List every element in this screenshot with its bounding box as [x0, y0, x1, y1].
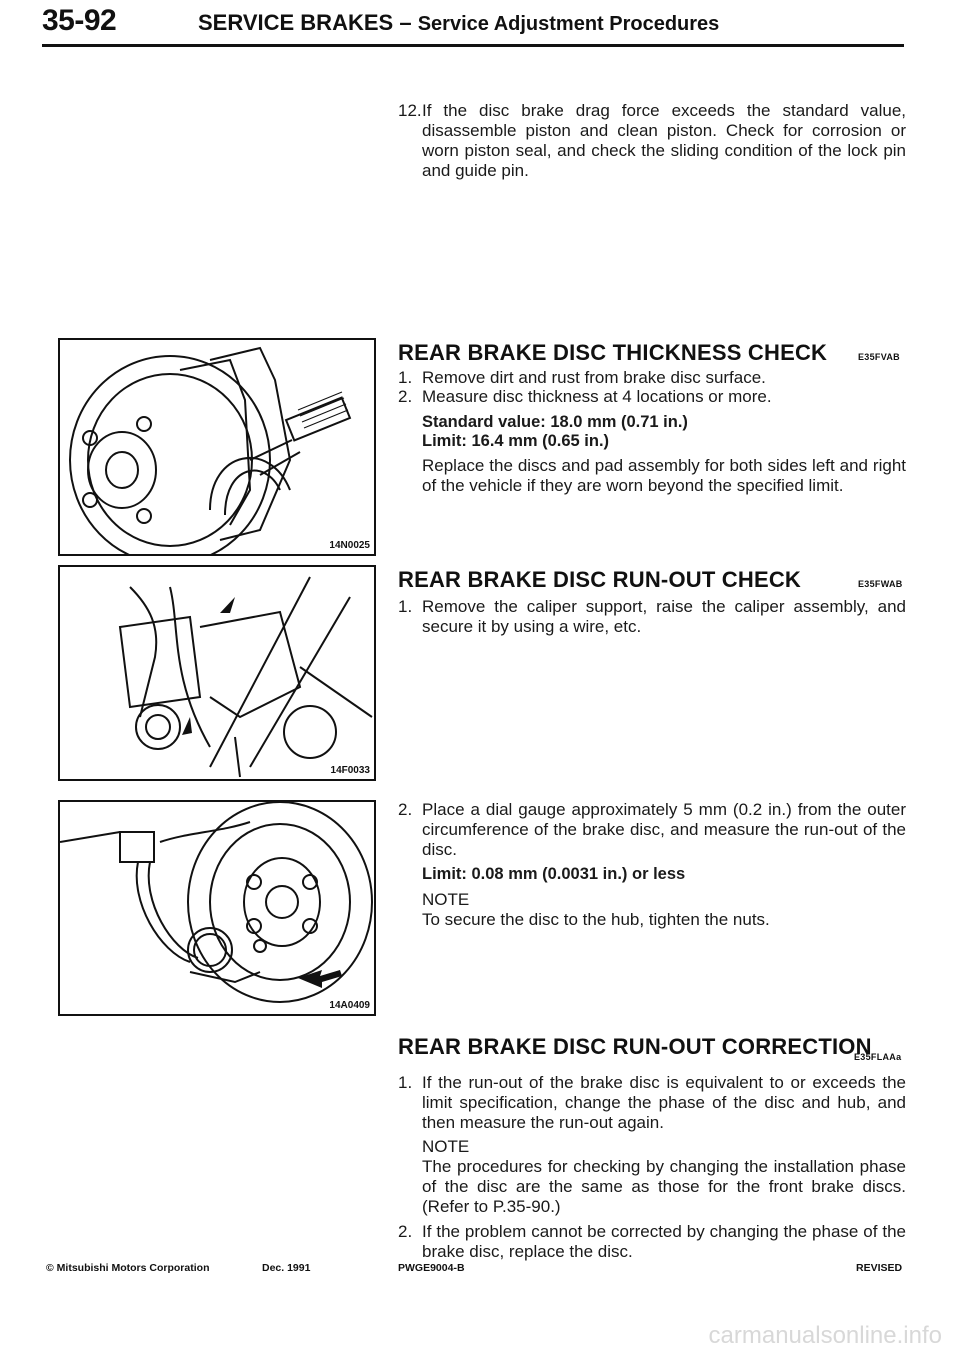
publication-date: Dec. 1991: [262, 1262, 311, 1274]
figure-dial-gauge: [58, 800, 376, 1016]
figure-disc-thickness: [58, 338, 376, 556]
correction-heading-row: [398, 1034, 908, 1060]
standard-value: Standard value: 18.0 mm (0.71 in.): [422, 413, 688, 431]
figure-caliper-removal: [58, 565, 376, 781]
note-text: The procedures for checking by changing the installation phase of the disc are the same as those for the front brake discs. (Refer to P.35-90.): [422, 1157, 906, 1216]
thickness-step-1: [398, 368, 906, 388]
caliper-illustration: [60, 567, 374, 779]
runout-limit: Limit: 0.08 mm (0.0031 in.) or less: [422, 865, 686, 883]
section-code: E35FLAAa: [854, 1052, 902, 1062]
runout-heading-row: [398, 567, 908, 593]
correction-step-1: [398, 1073, 906, 1133]
step-number: 2.: [398, 800, 413, 819]
step-text: If the disc brake drag force exceeds the standard value, disassemble piston and clean piston. Check for corrosion or worn piston seal, and check the sliding condition of the lock pin and guide pin.: [422, 101, 906, 180]
correction-step-2: [398, 1222, 906, 1262]
micrometer-illustration: [60, 340, 374, 554]
section-heading: REAR BRAKE DISC RUN-OUT CHECK: [398, 567, 802, 592]
page-header-title: [198, 10, 719, 36]
step-number: 2.: [398, 1222, 413, 1241]
section-title: SERVICE BRAKES: [198, 10, 394, 35]
step-number: 1.: [398, 597, 413, 616]
subsection-title: Service Adjustment Procedures: [417, 13, 720, 35]
watermark: carmanualsonline.info: [708, 1322, 942, 1349]
step-text: Place a dial gauge approximately 5 mm (0.2 in.) from the outer circumference of the brake disc, and measure the run-out of the disc.: [422, 800, 906, 859]
note-text: To secure the disc to the hub, tighten the nuts.: [422, 910, 770, 929]
header-rule: [42, 44, 904, 47]
figure-code: 14N0025: [329, 540, 370, 551]
step-text: Remove the caliper support, raise the caliper assembly, and secure it by using a wire, etc.: [422, 597, 906, 636]
copyright: © Mitsubishi Motors Corporation: [46, 1262, 210, 1274]
runout-step-1: [398, 597, 906, 637]
section-code: E35FVAB: [858, 352, 900, 362]
thickness-heading-row: [398, 340, 908, 366]
step-number: 1.: [398, 368, 413, 387]
replace-instruction: Replace the discs and pad assembly for both sides left and right of the vehicle if they are worn beyond the specified limit.: [422, 456, 906, 495]
thickness-step-2: [398, 387, 906, 407]
step-number: 12.: [398, 101, 422, 120]
step-text: If the run-out of the brake disc is equivalent to or exceeds the limit specification, change the phase of the disc and hub, and then measure the run-out again.: [422, 1073, 906, 1132]
page-number: 35-92: [42, 4, 117, 37]
figure-code: 14F0033: [330, 765, 370, 776]
note-label: NOTE: [422, 1137, 470, 1156]
step-text: Remove dirt and rust from brake disc surface.: [422, 368, 766, 387]
step-number: 1.: [398, 1073, 413, 1092]
step-text: Measure disc thickness at 4 locations or more.: [422, 387, 772, 406]
runout-step-2: [398, 800, 906, 860]
section-heading: REAR BRAKE DISC RUN-OUT CORRECTION: [398, 1034, 872, 1059]
step-number: 2.: [398, 387, 413, 406]
document-code: PWGE9004-B: [398, 1262, 465, 1274]
dial-gauge-illustration: [60, 802, 374, 1014]
step-text: If the problem cannot be corrected by changing the phase of the brake disc, replace the disc.: [422, 1222, 906, 1261]
section-heading: REAR BRAKE DISC THICKNESS CHECK: [398, 340, 828, 365]
figure-code: 14A0409: [329, 1000, 370, 1011]
header-dash: –: [399, 10, 412, 35]
step-12: [398, 101, 906, 181]
section-code: E35FWAB: [858, 579, 903, 589]
note-label: NOTE: [422, 890, 470, 909]
revision-status: REVISED: [856, 1262, 903, 1274]
limit-value: Limit: 16.4 mm (0.65 in.): [422, 432, 610, 450]
